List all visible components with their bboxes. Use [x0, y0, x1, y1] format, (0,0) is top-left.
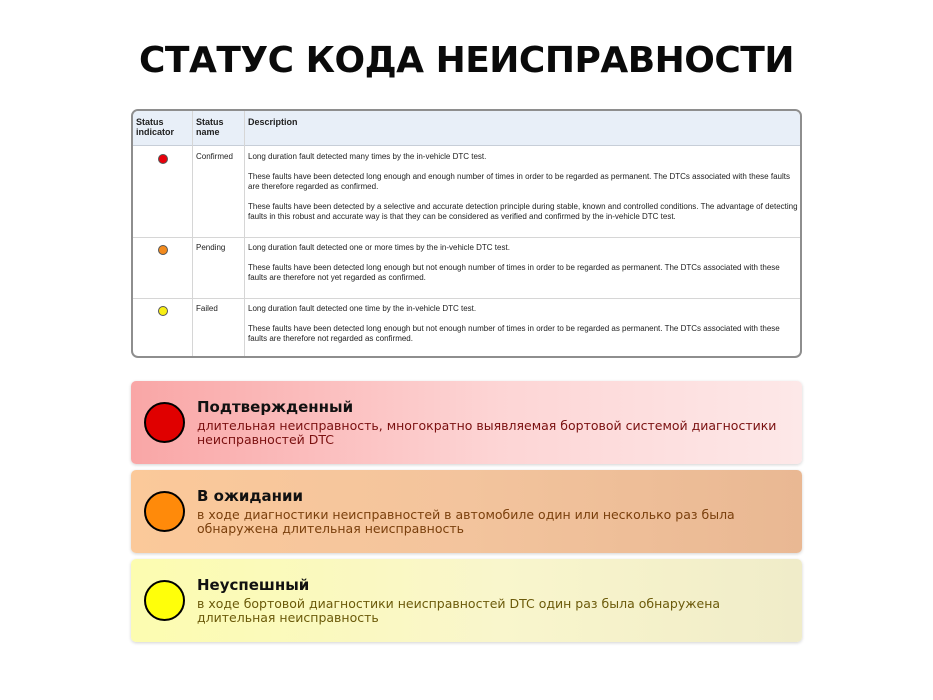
column-divider	[192, 111, 193, 356]
status-name-failed: Failed	[196, 304, 218, 313]
red-status-dot-icon	[158, 154, 168, 164]
description-failed-line-1: Long duration fault detected one time by the in-vehicle DTC test.	[248, 304, 477, 313]
row-divider	[133, 298, 800, 299]
page-title: СТАТУС КОДА НЕИСПРАВНОСТИ	[138, 40, 794, 81]
status-table	[131, 109, 802, 358]
table-header	[133, 111, 800, 146]
yellow-status-dot-icon	[158, 306, 168, 316]
yellow-circle-icon	[144, 580, 185, 621]
column-divider	[244, 111, 245, 356]
card-confirmed-text: длительная неисправность, многократно выявляемая бортовой системой диагностики неисправностей DTC	[197, 418, 777, 447]
description-confirmed-para-3: These faults have been detected by a selective and accurate detection principle during stable, known and controlled conditions. The advantage of detecting faults in this robust and accurate way is that they can be considered as verified and confirmed by the in-vehicle DTC test.	[248, 202, 798, 221]
card-failed-text: в ходе бортовой диагностики неисправностей DTC один раз была обнаружена длительная неисправность	[197, 596, 721, 625]
card-failed-title: Неуспешный	[197, 576, 310, 594]
card-confirmed	[131, 381, 802, 464]
header-status-indicator: Status indicator	[136, 117, 175, 137]
orange-circle-icon	[144, 491, 185, 532]
card-pending-title: В ожидании	[197, 487, 304, 505]
row-divider	[133, 237, 800, 238]
description-pending-para-2: These faults have been detected long enough but not enough number of times in order to be regarded as permanent. The DTCs associated with these faults are therefore not yet regarded as confirmed.	[248, 263, 780, 282]
description-confirmed-para-2: These faults have been detected long enough and enough number of times in order to be regarded as permanent. The DTCs associated with these faults are therefore regarded as confirmed.	[248, 172, 790, 191]
card-pending	[131, 470, 802, 553]
status-name-confirmed: Confirmed	[196, 152, 233, 161]
card-pending-text: в ходе диагностики неисправностей в автомобиле один или несколько раз была обнаружена длительная неисправность	[197, 507, 735, 536]
red-circle-icon	[144, 402, 185, 443]
description-failed-para-2: These faults have been detected long enough but not enough number of times in order to be regarded as permanent. The DTCs associated with these faults are therefore not regarded as confirmed.	[248, 324, 780, 343]
description-confirmed-line-1: Long duration fault detected many times by the in-vehicle DTC test.	[248, 152, 487, 161]
card-confirmed-title: Подтвержденный	[197, 398, 354, 416]
header-status-name: Status name	[196, 117, 224, 137]
card-failed	[131, 559, 802, 642]
header-description: Description	[248, 117, 298, 127]
orange-status-dot-icon	[158, 245, 168, 255]
description-pending-line-1: Long duration fault detected one or more times by the in-vehicle DTC test.	[248, 243, 510, 252]
status-name-pending: Pending	[196, 243, 226, 252]
